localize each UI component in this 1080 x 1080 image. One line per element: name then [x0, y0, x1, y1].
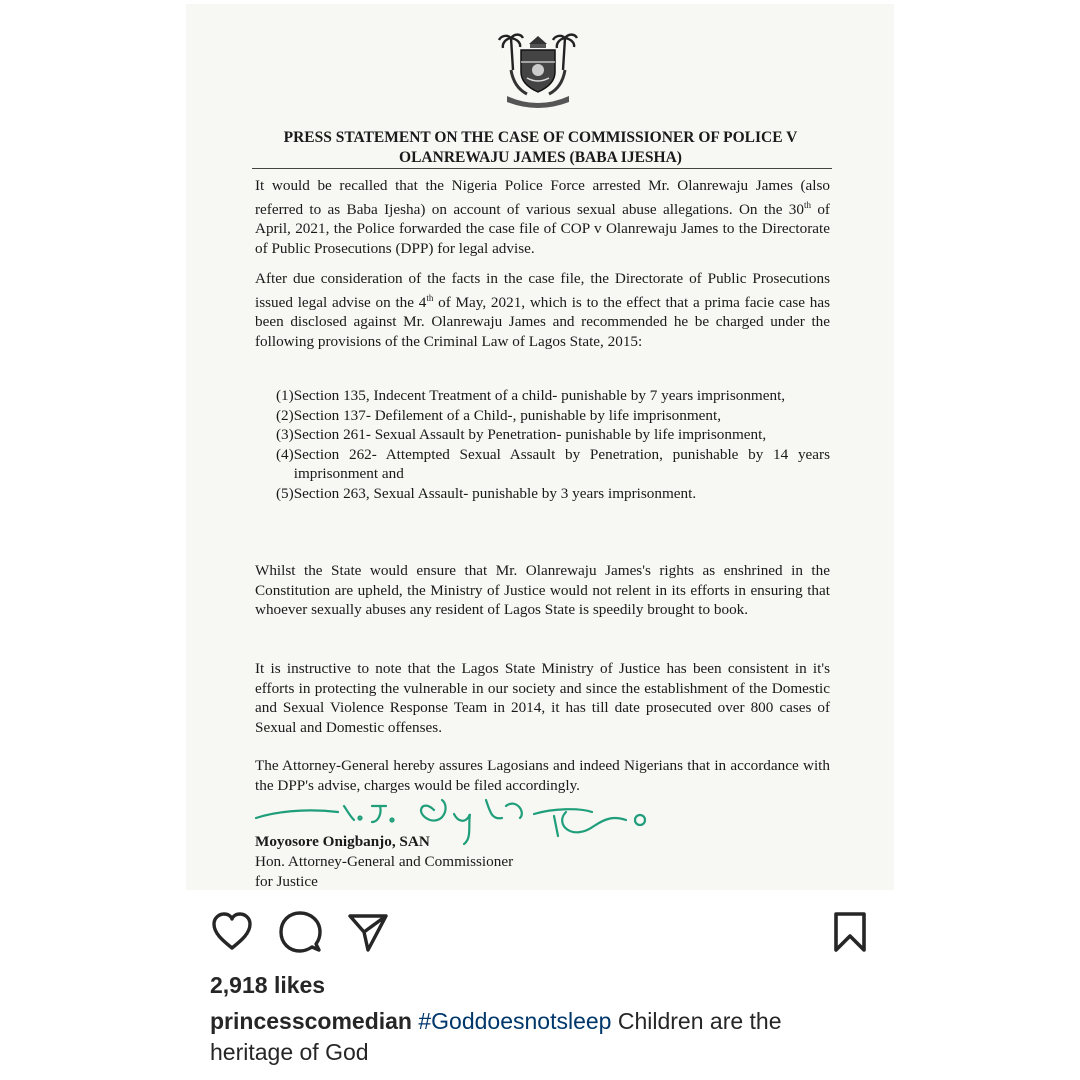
provision-text: Section 261- Sexual Assault by Penetration- punishable by life imprisonment, — [293, 426, 767, 443]
provision-number: (1) — [276, 387, 294, 404]
share-button[interactable] — [344, 908, 392, 956]
provisions-list — [276, 386, 830, 503]
provision-item — [276, 406, 830, 426]
provision-number: (5) — [276, 484, 294, 502]
provision-number: (4) — [276, 445, 294, 463]
paper-plane-icon — [346, 910, 390, 954]
paragraph-assurance: The Attorney-General hereby assures Lagosians and indeed Nigerians that in accordance with the DPP's advise, charges would be filed accordingly. — [255, 757, 830, 794]
paragraph-rights: Whilst the State would ensure that Mr. Olanrewaju James's rights as enshrined in the Constitution are upheld, the Ministry of Justice would not relent in its efforts in ensuring that whoever sexually abuses any resident of Lagos State is speedily brought to book. — [255, 562, 830, 618]
provision-text: Section 137- Defilement of a Child-, punishable by life imprisonment, — [293, 406, 721, 424]
provision-item — [276, 425, 830, 445]
paragraph-consideration-part-2: of May, 2021, which is to the effect that a prima facie case has been disclosed against Mr. Olanrewaju James and recommended he be charged under the following provisions of the Criminal Law of Lagos State, 2015: — [255, 293, 831, 350]
statement-title — [248, 128, 833, 168]
signatory-title-continued: for Justice — [255, 873, 318, 890]
signatory-name: Moyosore Onigbanjo, SAN — [255, 833, 430, 850]
title-underline — [252, 168, 832, 169]
likes-count[interactable]: 2,918 likes — [210, 972, 326, 998]
provision-item — [276, 386, 830, 406]
caption-username[interactable]: princesscomedian — [210, 1008, 412, 1034]
ordinal-suffix: th — [803, 199, 811, 210]
lagos-state-crest-icon — [497, 30, 579, 112]
paragraph-recall — [255, 176, 830, 258]
press-statement-image — [186, 4, 894, 890]
paragraph-consideration-part-1: After due consideration of the facts in the case file, the Directorate of Public Prosecutions issued legal advise on the 4 — [255, 270, 830, 311]
paragraph-recall-part-1: It would be recalled that the Nigeria Police Force arrested Mr. Olanrewaju James (also referred to as Baba Ijesha) on account of various sexual abuse allegations. On the 30 — [255, 177, 830, 218]
paragraph-recall-part-2: of April, 2021, the Police forwarded the case file of COP v Olanrewaju James to the Directorate of Public Prosecutions (DPP) for legal advise. — [255, 200, 830, 257]
provision-text: Section 262- Attempted Sexual Assault by Penetration, punishable by 14 years imprisonment and — [293, 445, 830, 482]
ordinal-suffix: th — [426, 292, 434, 303]
title-line-2: OLANREWAJU JAMES (BABA IJESHA) — [399, 149, 682, 166]
signatory-block — [255, 832, 513, 890]
heart-icon — [210, 910, 254, 954]
provision-text: Section 135, Indecent Treatment of a child- punishable by 7 years imprisonment, — [293, 387, 786, 404]
comment-button[interactable] — [276, 908, 324, 956]
post-caption — [210, 1006, 830, 1068]
bookmark-icon — [828, 910, 872, 954]
caption-text: Children are the heritage of God — [210, 1008, 782, 1065]
title-line-1: PRESS STATEMENT ON THE CASE OF COMMISSIONER OF POLICE V — [283, 129, 798, 146]
provision-number: (2) — [276, 406, 294, 424]
caption-hashtag[interactable]: #Goddoesnotsleep — [418, 1008, 612, 1034]
signatory-title: Hon. Attorney-General and Commissioner — [255, 853, 514, 870]
comment-bubble-icon — [278, 910, 322, 954]
provision-item — [276, 484, 830, 504]
provision-item — [276, 445, 830, 484]
paragraph-instructive: It is instructive to note that the Lagos State Ministry of Justice has been consistent in it's efforts in protecting the vulnerable in our society and since the establishment of the Domestic and Sexual Violence Response Team in 2014, it has till date prosecuted over 800 cases of Sexual and Domestic offenses. — [255, 660, 830, 736]
post-action-bar — [0, 900, 1080, 964]
like-button[interactable] — [208, 908, 256, 956]
provision-number: (3) — [276, 426, 294, 443]
paragraph-consideration — [255, 269, 830, 351]
save-button[interactable] — [826, 908, 874, 956]
provision-text: Section 263, Sexual Assault- punishable by 3 years imprisonment. — [293, 484, 697, 502]
